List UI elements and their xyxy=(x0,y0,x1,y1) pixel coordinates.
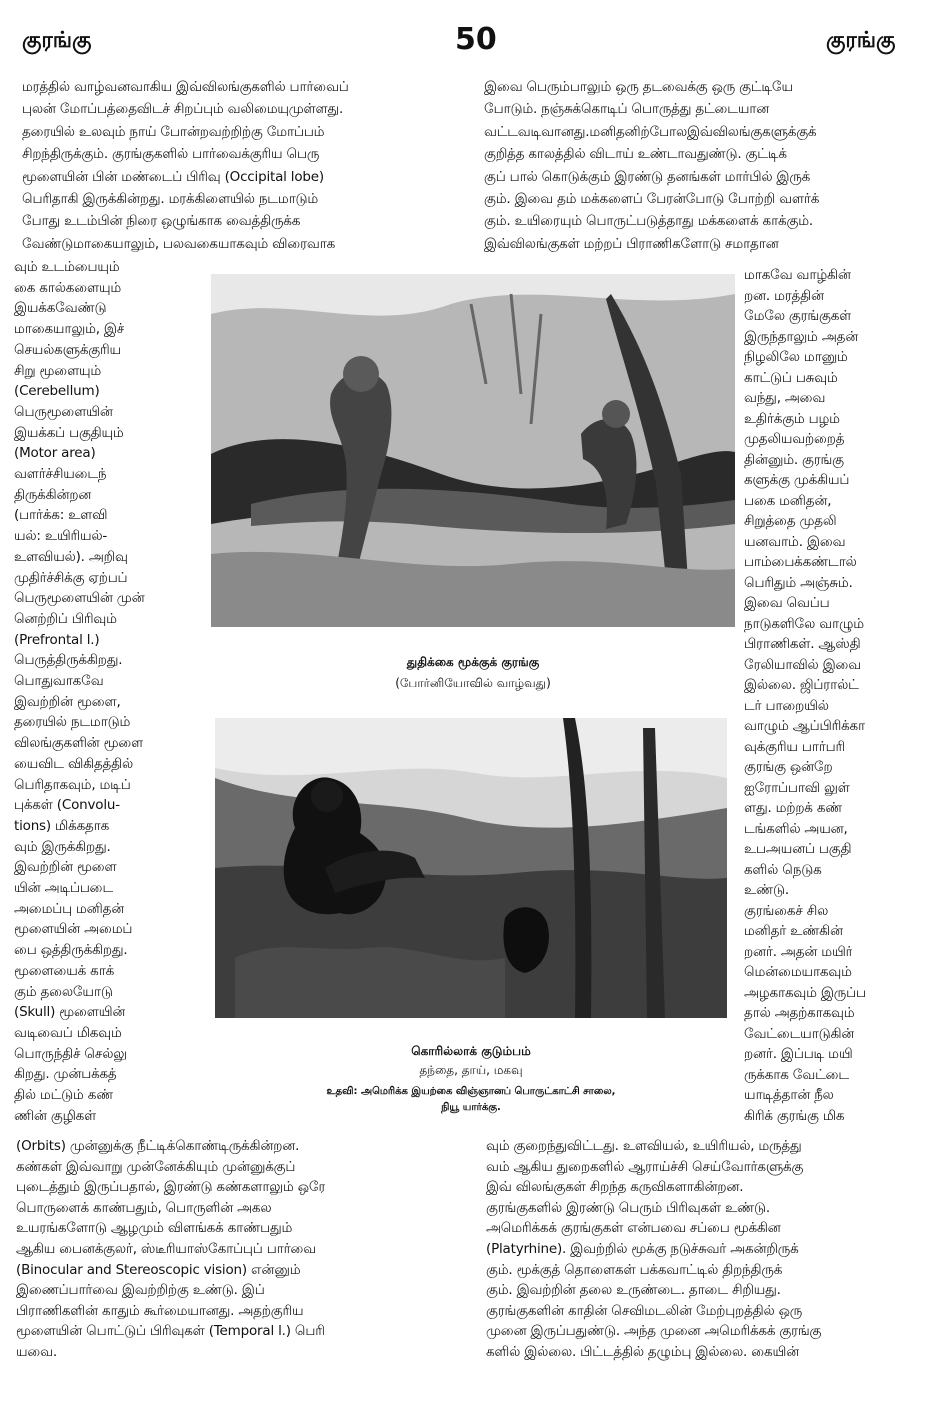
text-line: தின்னும். குரங்கு xyxy=(744,451,844,468)
text-line: அமெரிக்கக் குரங்குகள் என்பவை சப்பை மூக்கின xyxy=(486,1220,781,1237)
text-line: யாடித்தான் நீல xyxy=(744,1087,834,1103)
text-line: இவை பெரும்பாலும் ஒரு தடவைக்கு ஒரு குட்டியே xyxy=(484,79,793,95)
text-line: (Motor area) xyxy=(14,445,96,462)
text-line: வளர்ச்சியடைந் xyxy=(14,466,107,482)
text-line: பை ஒத்திருக்கிறது. xyxy=(14,942,128,959)
text-line: னெற்றிப் பிரிவும் xyxy=(14,610,117,627)
text-line: திருக்கின்றன xyxy=(14,486,92,503)
text-line: குரங்கைச் சில xyxy=(744,902,829,919)
text-line: கும். உயிரையும் பொருட்படுத்தாது மக்களைக் காக்கும். xyxy=(484,213,813,230)
text-line: (Skull) மூளையின் xyxy=(14,1004,126,1021)
text-line: அமைப்பு மனிதன் xyxy=(14,900,125,917)
text-line: யைவிட விகிதத்தில் xyxy=(14,755,134,772)
text-line: உளவியல்). அறிவு xyxy=(14,548,128,565)
text-line: ருக்காக வேட்டை xyxy=(744,1066,849,1083)
header-left-title: குரங்கு xyxy=(22,28,92,53)
text-line: குரங்குகளில் இரண்டு பெரும் பிரிவுகள் உண்டு. xyxy=(486,1199,770,1216)
text-line: இருந்தாலும் அதன் xyxy=(744,328,859,345)
text-line: உபஅயனப் பகுதி xyxy=(744,841,852,857)
text-line: பெரிதாகி இருக்கின்றது. மரக்கிளையில் நடமாடும் xyxy=(22,191,319,207)
text-line: இவற்றின் மூளை xyxy=(14,859,117,876)
text-line: பெரிதாகவும், மடிப் xyxy=(14,776,131,793)
text-line: மேலே குரங்குகள் xyxy=(744,308,852,324)
text-line: தால் அதற்காகவும் xyxy=(744,1005,855,1021)
text-line: பொருளைக் காண்பதும், பொருளின் அகல xyxy=(16,1199,272,1216)
text-line: குரங்குகளின் காதின் செவிமடலின் மேற்புறத்தில் ஒரு xyxy=(486,1302,803,1319)
text-line: முதிர்ச்சிக்கு ஏற்பப் xyxy=(14,569,128,586)
text-line: (Binocular and Stereoscopic vision) என்னும் xyxy=(16,1261,301,1278)
text-line: கை கால்களையும் xyxy=(14,279,122,296)
text-line: நிழலிலே மானும் xyxy=(744,349,848,365)
text-line: கும். இவற்றின் தலை உருண்டை. தாடை சிறியது. xyxy=(486,1282,781,1299)
text-line: வேண்டுமாகையாலும், பலவகையாகவும் விரைவாக xyxy=(22,235,336,252)
text-line: சிறந்திருக்கும். குரங்குகளில் பார்வைக்குரிய பெரு xyxy=(22,146,320,163)
text-line: சிறுத்தை முதலி xyxy=(744,513,837,529)
figure2-credit-line2: நியூ யார்க்கு. xyxy=(441,1102,501,1113)
text-line: றனர். இப்படி மயி xyxy=(744,1046,853,1062)
text-line: வும் இருக்கிறது. xyxy=(14,838,111,855)
text-line: றன. மரத்தின் xyxy=(744,287,824,304)
text-line: இல்லை. ஜிப்ரால்ட் xyxy=(744,677,859,693)
text-line: அழகாகவும் இருப்ப xyxy=(744,984,866,1001)
text-line: உயரங்களோடு ஆழமும் விளங்கக் காண்பதும் xyxy=(16,1220,293,1237)
text-line: (பார்க்க: உளவி xyxy=(14,507,108,524)
text-line: பெருமூளையின் xyxy=(14,403,113,420)
figure2-caption: கொரில்லாக் குடும்பம் xyxy=(411,1044,531,1058)
text-line: நாடுகளிலே வாழும் xyxy=(744,615,864,632)
text-line: இணைப்பார்வை இவற்றிற்கு உண்டு. இப் xyxy=(16,1282,265,1299)
text-line: புடைத்தும் இருப்பதால், இரண்டு கண்களாலும் ஒரே xyxy=(16,1179,326,1196)
text-line: வுக்குரிய பார்பரி xyxy=(744,738,845,755)
text-line: இயக்கவேண்டு xyxy=(14,300,107,317)
text-line: களில் இல்லை. பிட்டத்தில் தழும்பு இல்லை. கையின் xyxy=(486,1344,799,1360)
figure1-caption: துதிக்கை மூக்குக் குரங்கு xyxy=(406,655,540,669)
text-line: (Prefrontal l.) xyxy=(14,631,100,648)
text-line: வாழும் ஆப்பிரிக்கா xyxy=(744,718,866,734)
text-line: tions) மிக்கதாக xyxy=(14,817,110,834)
text-line: வட்டவடிவானது.மனிதனிற்போலஇவ்விலங்குகளுக்குக் xyxy=(484,123,817,140)
text-line: கும். இவை தம் மக்களைப் பேரன்போடு போற்றி வளர்க் xyxy=(484,191,820,207)
text-line: யல்: உயிரியல்- xyxy=(14,528,108,545)
text-line: மனிதர் உண்கின் xyxy=(744,923,843,939)
text-line: (Cerebellum) xyxy=(14,383,100,400)
gorilla-family-photo xyxy=(215,718,727,1018)
text-line: கிரிக் குரங்கு மிக xyxy=(744,1107,845,1124)
text-line: ரேலியாவில் இவை xyxy=(744,656,862,673)
text-line: பிராணிகளின் காதும் கூர்மையானது. அதற்குரிய xyxy=(16,1302,304,1319)
text-line: தரையில் நடமாடும் xyxy=(14,714,131,731)
text-line: மாகையாலும், இச் xyxy=(14,321,125,338)
figure2-credit-line1: உதவி: அமெரிக்க இயற்கை விஞ்ஞானப் பொருட்காட்சி சாலை, xyxy=(326,1086,616,1097)
text-line: ணின் குழிகள் xyxy=(14,1107,97,1124)
text-line: பகை மனிதன், xyxy=(744,492,832,509)
text-line: களில் நெடுக xyxy=(744,861,822,878)
text-line: பொருந்திச் செல்லு xyxy=(14,1045,127,1062)
text-line: கிறது. முன்பக்கத் xyxy=(14,1066,117,1083)
page-number: 50 xyxy=(455,22,497,57)
text-line: மூளையின் பொட்டுப் பிரிவுகள் (Temporal l.) பெரி xyxy=(16,1323,325,1340)
text-line: போது உடம்பின் நிரை ஒழுங்காக வைத்திருக்க xyxy=(22,213,301,230)
text-line: வும் குறைந்துவிட்டது. உளவியல், உயிரியல், மருத்து xyxy=(486,1138,802,1154)
figure2-subcaption: தந்தை, தாய், மகவு xyxy=(419,1063,523,1077)
text-line: வேட்டையாடுகின் xyxy=(744,1025,855,1042)
text-line: யின் அடிப்படை xyxy=(14,880,113,896)
text-line: வும் உடம்பையும் xyxy=(14,259,120,275)
text-line: மாகவே வாழ்கின் xyxy=(744,267,851,283)
text-line: புலன் மோப்பத்தைவிடச் சிறப்பும் வலிமையுமுள்ளது. xyxy=(22,101,344,118)
text-line: கும். மூக்குத் தொளைகள் பக்கவாட்டில் திறந்திருக் xyxy=(486,1261,783,1278)
text-line: (Orbits) முன்னுக்கு நீட்டிக்கொண்டிருக்கின்றன. xyxy=(16,1138,300,1154)
text-line: செயல்களுக்குரிய xyxy=(14,341,121,358)
text-line: பிராணிகள். ஆஸ்தி xyxy=(744,636,861,652)
text-line: றனர். அதன் மயிர் xyxy=(744,943,853,960)
text-line: யனவாம். இவை xyxy=(744,533,846,550)
text-line: முதலியவற்றைத் xyxy=(744,431,845,447)
text-line: பொதுவாகவே xyxy=(14,673,104,689)
text-line: யவை. xyxy=(16,1344,57,1360)
text-line: முனை இருப்பதுண்டு. அந்த முனை அமெரிக்கக் குரங்கு xyxy=(486,1323,822,1340)
proboscis-monkey-photo xyxy=(211,274,735,627)
text-line: இவற்றின் மூளை, xyxy=(14,693,121,710)
text-line: வடிவைப் மிகவும் xyxy=(14,1024,122,1041)
text-line: குறித்த காலத்தில் விடாய் உண்டாவதுண்டு. குட்டிக் xyxy=(484,146,787,163)
text-line: டங்களில் அயன, xyxy=(744,820,848,837)
text-line: மூளையைக் காக் xyxy=(14,962,115,979)
text-line: கும் தலையோடு xyxy=(14,983,113,1000)
text-line: மரத்தில் வாழ்வனவாகிய இவ்விலங்குகளில் பார்வைப் xyxy=(22,79,349,95)
text-line: விலங்குகளின் மூளை xyxy=(14,735,144,752)
text-line: ளது. மற்றக் கண் xyxy=(744,800,843,816)
text-line: ஐரோப்பாவி லுள் xyxy=(744,779,850,796)
text-line: பெருத்திருக்கிறது. xyxy=(14,652,123,669)
text-line: பாம்பைக்கண்டால் xyxy=(744,554,857,570)
text-line: டர் பாறையில் xyxy=(744,697,829,714)
figure1-subcaption: (போர்னியோவில் வாழ்வது) xyxy=(395,676,551,690)
text-line: பெரிதும் அஞ்சும். xyxy=(744,574,853,591)
text-line: (Platyrhine). இவற்றில் மூக்கு நடுச்சுவர் அகன்றிருக் xyxy=(486,1241,799,1257)
text-line: வந்து, அவை xyxy=(744,390,826,406)
text-line: குப் பால் கொடுக்கும் இரண்டு தனங்கள் மார்பில் இருக் xyxy=(484,168,811,185)
text-line: இவை வெப்ப xyxy=(744,595,830,611)
text-line: வம் ஆகிய துறைகளில் ஆராய்ச்சி செய்வோர்களுக்கு xyxy=(486,1158,804,1175)
text-line: தில் மட்டும் கண் xyxy=(14,1087,114,1103)
text-line: உண்டு. xyxy=(744,882,789,898)
text-line: களுக்கு முக்கியப் xyxy=(744,472,850,488)
text-line: காட்டுப் பசுவும் xyxy=(744,369,838,386)
text-line: மூளையின் பின் மண்டைப் பிரிவு (Occipital lobe) xyxy=(22,168,324,185)
text-line: மென்மையாகவும் xyxy=(744,964,852,980)
text-line: போடும். நஞ்சுக்கொடிப் பொருத்து தட்டையான xyxy=(484,101,770,118)
text-line: குரங்கு ஒன்றே xyxy=(744,759,833,775)
text-line: உதிர்க்கும் பழம் xyxy=(744,410,840,427)
text-line: புக்கள் (Convolu- xyxy=(14,797,120,814)
text-line: கண்கள் இவ்வாறு முன்னேக்கியும் முன்னுக்குப் xyxy=(16,1158,296,1175)
text-line: இயக்கப் பகுதியும் xyxy=(14,424,124,441)
header-right-title: குரங்கு xyxy=(826,28,896,53)
text-line: பெருமூளையின் முன் xyxy=(14,590,145,607)
text-line: இவ்விலங்குகள் மற்றப் பிராணிகளோடு சமாதான xyxy=(484,235,779,252)
text-line: மூளையின் அமைப் xyxy=(14,921,133,938)
text-line: சிறு மூளையும் xyxy=(14,362,102,379)
text-line: ஆகிய பைனக்குலர், ஸ்டீரியாஸ்கோப்புப் பார்வை xyxy=(16,1241,316,1257)
text-line: தரையில் உலவும் நாய் போன்றவற்றிற்கு மோப்பம் xyxy=(22,123,325,140)
text-line: இவ் விலங்குகள் சிறந்த கருவிகளாகின்றன. xyxy=(486,1179,744,1196)
